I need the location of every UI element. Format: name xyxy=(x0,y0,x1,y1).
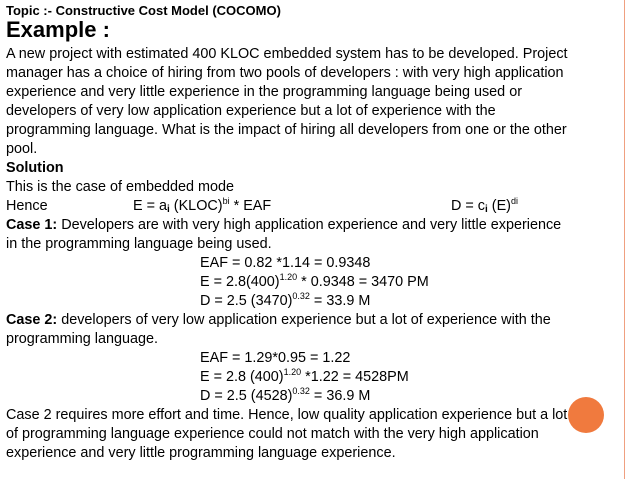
case2-effort-part: E = 2.8 (400) xyxy=(200,369,284,385)
case1-duration-part: D = 2.5 (3470) xyxy=(200,293,293,309)
case2-duration-exponent: 0.32 xyxy=(292,386,310,396)
conclusion-line: of programming language experience could not match with the very high application xyxy=(6,426,539,442)
case2-line xyxy=(6,311,630,330)
case1-label: Case 1: xyxy=(6,217,58,233)
case1-text: Developers are with very high application experience and very little experience xyxy=(57,217,562,233)
problem-line: pool. xyxy=(6,141,38,157)
solution-text: This is the case of embedded mode xyxy=(6,179,234,195)
case2-label: Case 2: xyxy=(6,312,58,328)
hence-line xyxy=(6,197,630,216)
duration-formula-part: (E) xyxy=(487,198,511,214)
case2-effort-part: *1.22 = 4528PM xyxy=(301,369,409,385)
duration-formula-exponent: di xyxy=(510,196,518,206)
conclusion-line: Case 2 requires more effort and time. Hence, low quality application experience but a lot xyxy=(6,407,568,423)
conclusion-line: experience and very little programming language experience. xyxy=(6,445,396,461)
case1-duration-part: = 33.9 M xyxy=(309,293,371,309)
case1-duration xyxy=(6,292,630,311)
problem-line: programming language. What is the impact of hiring all developers from one or the other xyxy=(6,122,567,138)
duration-formula-subscript: i xyxy=(485,204,488,215)
case1-effort-exponent: 1.20 xyxy=(279,272,298,282)
problem-line: developers of very low application experience but a lot of experience with the xyxy=(6,103,496,119)
case2-text-cont: programming language. xyxy=(6,331,158,347)
effort-formula-subscript: i xyxy=(167,204,170,215)
duration-formula xyxy=(451,197,518,216)
problem-line: manager has a choice of hiring from two pools of developers : with very high application xyxy=(6,65,564,81)
case2-duration xyxy=(6,387,630,406)
case1-effort-part: E = 2.8(400) xyxy=(200,274,280,290)
hence-label: Hence xyxy=(6,198,48,214)
effort-formula-exponent: bi xyxy=(222,196,230,206)
case2-duration-part: D = 2.5 (4528) xyxy=(200,388,293,404)
slide-body xyxy=(6,45,630,463)
case1-effort xyxy=(6,273,630,292)
example-heading: Example : xyxy=(6,17,110,42)
case2-effort xyxy=(6,368,630,387)
case2-text: developers of very low application experience but a lot of experience with the xyxy=(57,312,551,328)
effort-formula-part: E = a xyxy=(133,198,168,214)
case2-eaf: EAF = 1.29*0.95 = 1.22 xyxy=(200,350,351,366)
effort-formula-part: (KLOC) xyxy=(169,198,223,214)
solution-label: Solution xyxy=(6,160,64,176)
case2-effort-exponent: 1.20 xyxy=(283,367,302,377)
problem-line: A new project with estimated 400 KLOC embedded system has to be developed. Project xyxy=(6,46,568,62)
duration-formula-part: D = c xyxy=(451,198,485,214)
case1-duration-exponent: 0.32 xyxy=(292,291,310,301)
case1-eaf: EAF = 0.82 *1.14 = 0.9348 xyxy=(200,255,371,271)
effort-formula xyxy=(133,197,271,216)
topic-title: Topic :- Constructive Cost Model (COCOMO) xyxy=(6,3,281,18)
case1-text-cont: in the programming language being used. xyxy=(6,236,272,252)
case2-duration-part: = 36.9 M xyxy=(309,388,371,404)
case1-line xyxy=(6,216,630,235)
problem-line: experience and very little experience in the programming language being used or xyxy=(6,84,522,100)
case1-effort-part: * 0.9348 = 3470 PM xyxy=(297,274,429,290)
effort-formula-part: * EAF xyxy=(229,198,272,214)
